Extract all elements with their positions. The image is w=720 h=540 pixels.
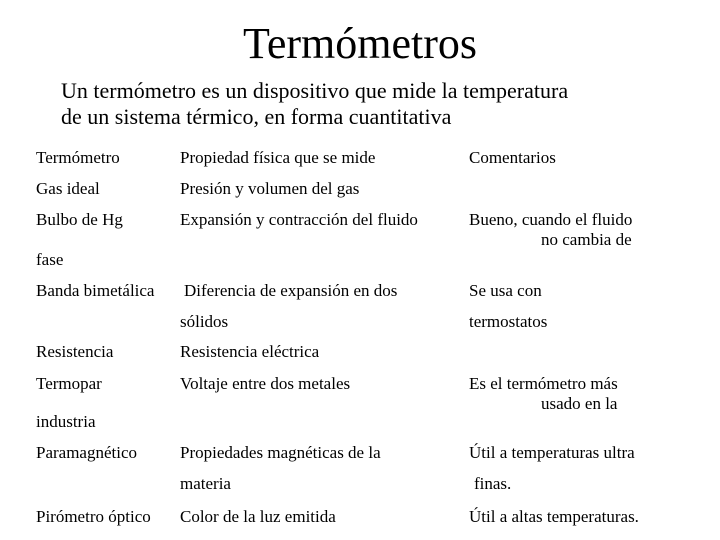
- row-bulbo-hg-comment-2: no cambia de: [541, 230, 632, 249]
- row-banda-name: Banda bimetálica: [36, 281, 155, 300]
- row-termopar-comment-2: usado en la: [541, 394, 618, 413]
- row-termopar-comment-3: industria: [36, 412, 96, 431]
- row-paramagnetico-property-1: Propiedades magnéticas de la: [180, 443, 381, 462]
- page-title: Termómetros: [243, 19, 477, 68]
- row-gas-ideal-property: Presión y volumen del gas: [180, 179, 360, 198]
- row-bulbo-hg-comment-1: Bueno, cuando el fluido: [469, 210, 633, 229]
- row-banda-comment-1: Se usa con: [469, 281, 542, 300]
- row-banda-property-1: Diferencia de expansión en dos: [184, 281, 398, 300]
- row-termopar-name: Termopar: [36, 374, 102, 393]
- intro-text: [61, 78, 701, 130]
- row-banda-comment-2: termostatos: [469, 312, 548, 331]
- row-bulbo-hg-property: Expansión y contracción del fluido: [180, 210, 418, 229]
- row-gas-ideal-name: Gas ideal: [36, 179, 100, 198]
- intro-line-2: de un sistema térmico, en forma cuantitativa: [61, 104, 452, 129]
- row-paramagnetico-comment-1: Útil a temperaturas ultra: [469, 443, 635, 462]
- row-pirometro-comment: Útil a altas temperaturas.: [469, 507, 639, 526]
- row-termopar-comment-1: Es el termómetro más: [469, 374, 618, 393]
- header-termometro: Termómetro: [36, 148, 120, 167]
- header-comentarios: Comentarios: [469, 148, 556, 167]
- row-resistencia-property: Resistencia eléctrica: [180, 342, 320, 361]
- row-paramagnetico-name: Paramagnético: [36, 443, 138, 462]
- row-pirometro-property: Color de la luz emitida: [180, 507, 336, 526]
- row-bulbo-hg-comment-3: fase: [36, 250, 64, 269]
- row-banda-property-2: sólidos: [180, 312, 229, 331]
- row-pirometro-name: Pirómetro óptico: [36, 507, 151, 526]
- row-termopar-property: Voltaje entre dos metales: [180, 374, 351, 393]
- header-propiedad: Propiedad física que se mide: [180, 148, 376, 167]
- row-paramagnetico-property-2: materia: [180, 474, 231, 493]
- row-resistencia-name: Resistencia: [36, 342, 114, 361]
- intro-line-1: Un termómetro es un dispositivo que mide la temperatura: [61, 78, 569, 103]
- row-paramagnetico-comment-2: finas.: [474, 474, 512, 493]
- row-bulbo-hg-name: Bulbo de Hg: [36, 210, 123, 229]
